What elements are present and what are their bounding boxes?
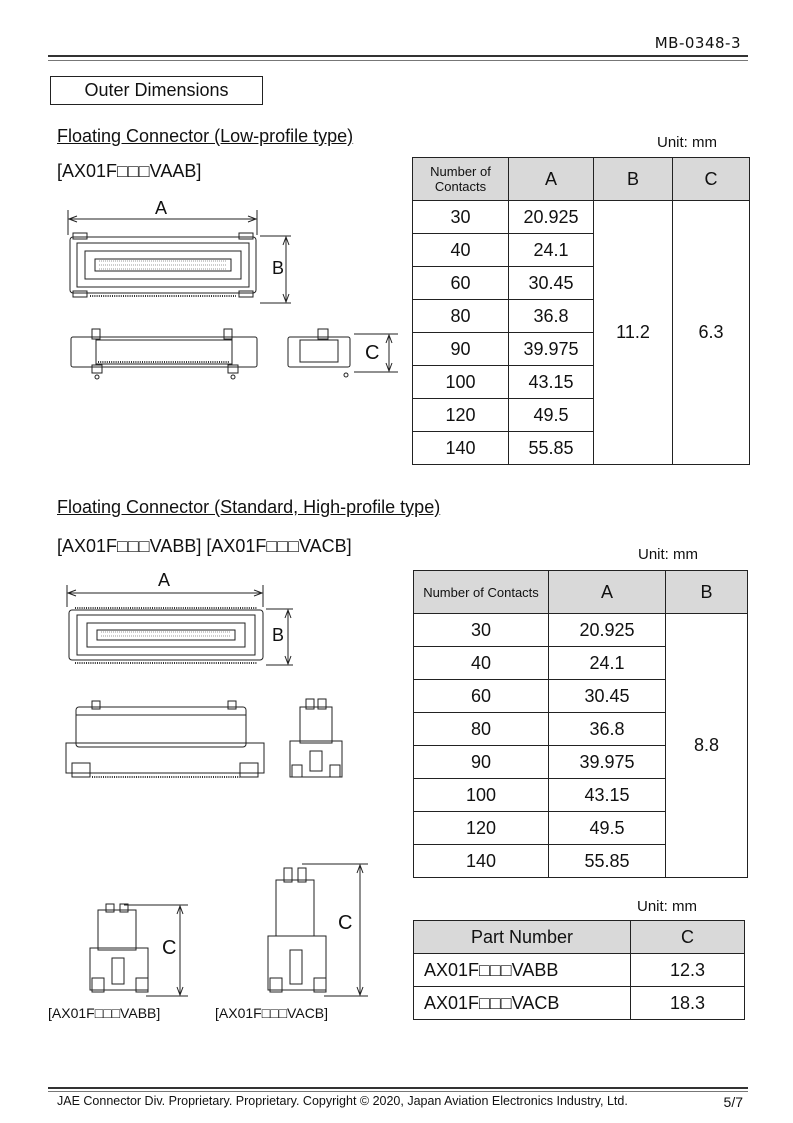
c-value-table [413,920,745,1020]
table-cell-contacts: 140 [414,845,549,878]
col-b: B [666,571,748,614]
section2-height-drawings [80,860,380,1000]
c-table-unit: Unit: mm [637,898,697,915]
table-cell-a: 43.15 [509,366,594,399]
section1-side-view-drawing [66,325,406,385]
table-cell-b: 11.2 [594,201,673,465]
section2-label-a: A [158,570,171,590]
table-cell-a: 49.5 [549,812,666,845]
table-cell-a: 20.925 [549,614,666,647]
table-cell-a: 39.975 [509,333,594,366]
table-cell-a: 30.45 [549,680,666,713]
section1-label-c: C [365,342,380,364]
col-part-number: Part Number [414,921,631,954]
section2-heading: Floating Connector (Standard, High-profile type) [57,497,441,517]
section1-label-a: A [155,198,168,218]
section2-dimension-table [413,570,748,878]
document-number: MB-0348-3 [654,34,741,52]
table-cell-a: 30.45 [509,267,594,300]
section2-part-number: [AX01F□□□VABB] [AX01F□□□VACB] [57,536,352,556]
col-contacts: Number of Contacts [413,158,509,201]
section1-part-number: [AX01F□□□VAAB] [57,161,202,181]
table-cell-contacts: 30 [413,201,509,234]
table-cell-contacts: 90 [414,746,549,779]
section1-dimension-table [412,157,750,465]
col-c: C [673,158,750,201]
table-cell-contacts: 100 [413,366,509,399]
page-number: 5/7 [723,1094,743,1110]
header-rule-thin [48,60,748,61]
col-c: C [631,921,745,954]
vabb-label-c: C [162,937,177,959]
table-cell-part: AX01F□□□VACB [414,987,631,1020]
table-cell-a: 20.925 [509,201,594,234]
section1-unit: Unit: mm [657,134,717,151]
table-cell-a: 39.975 [549,746,666,779]
section1-top-view-drawing [55,195,305,305]
col-a: A [549,571,666,614]
table-cell-a: 49.5 [509,399,594,432]
section2-top-view-drawing [55,585,305,670]
table-cell-contacts: 40 [413,234,509,267]
col-b: B [594,158,673,201]
section2-label-b: B [272,625,285,645]
vacb-label-c: C [338,912,353,934]
table-cell-a: 55.85 [549,845,666,878]
table-cell-a: 36.8 [549,713,666,746]
col-contacts: Number of Contacts [414,571,549,614]
table-cell-c: 18.3 [631,987,745,1020]
section1-heading: Floating Connector (Low-profile type) [57,126,354,146]
table-cell-a: 55.85 [509,432,594,465]
caption-vacb: [AX01F□□□VACB] [215,1005,329,1021]
table-cell-a: 24.1 [509,234,594,267]
footer-rule-thick [48,1087,748,1089]
table-cell-c: 12.3 [631,954,745,987]
table-cell-c: 6.3 [673,201,750,465]
table-cell-contacts: 140 [413,432,509,465]
section-title: Outer Dimensions [50,76,263,105]
header-rule-thick [48,55,748,57]
table-cell-a: 24.1 [549,647,666,680]
section2-unit: Unit: mm [638,546,698,563]
col-a: A [509,158,594,201]
footer-copyright: JAE Connector Div. Proprietary. Proprietary. Copyright © 2020, Japan Aviation Electronics Industry, Ltd. [57,1094,628,1108]
table-cell-contacts: 100 [414,779,549,812]
table-cell-contacts: 40 [414,647,549,680]
section2-side-view-drawing [62,695,362,785]
table-cell-contacts: 80 [413,300,509,333]
table-cell-contacts: 80 [414,713,549,746]
table-cell-contacts: 30 [414,614,549,647]
section1-label-b: B [272,258,285,278]
table-cell-contacts: 60 [413,267,509,300]
table-cell-a: 43.15 [549,779,666,812]
table-cell-part: AX01F□□□VABB [414,954,631,987]
footer-rule-thin [48,1091,748,1092]
table-cell-b: 8.8 [666,614,748,878]
table-cell-contacts: 120 [414,812,549,845]
caption-vabb: [AX01F□□□VABB] [48,1005,161,1021]
table-cell-a: 36.8 [509,300,594,333]
table-cell-contacts: 60 [414,680,549,713]
table-cell-contacts: 90 [413,333,509,366]
table-cell-contacts: 120 [413,399,509,432]
